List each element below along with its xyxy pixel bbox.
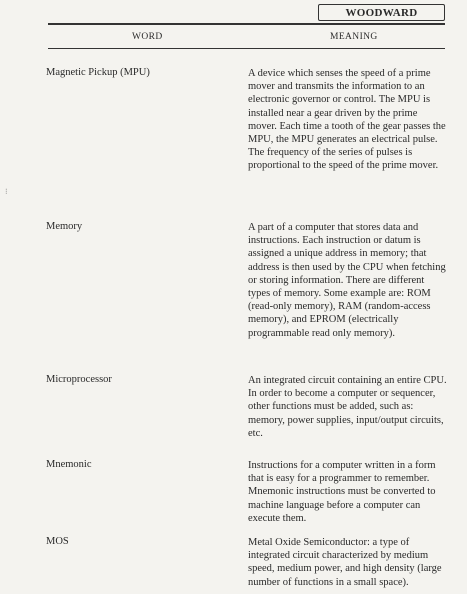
column-header-word: WORD <box>132 32 163 42</box>
glossary-definition: Metal Oxide Semiconductor: a type of integrated circuit characterized by medium speed, medium power, and high density (large number of functions in a small space). <box>248 537 442 588</box>
glossary-term: Microprocessor <box>46 374 112 385</box>
glossary-term: MOS <box>46 536 69 547</box>
header-rule <box>48 48 445 49</box>
margin-mark: ⁝ <box>5 187 8 196</box>
woodward-logo: WOODWARD <box>318 4 445 21</box>
glossary-definition: A device which senses the speed of a prime mover and transmits the information to an electronic governor or control. The MPU is installed near a gear driven by the prime mover. Each time a tooth of the gear passes the MPU, the MPU generates an electrical pulse. The frequency of the series of pulses is proportional to the speed of the prime mover. <box>248 68 446 172</box>
glossary-definition: A part of a computer that stores data and instructions. Each instruction or datum is assigned a unique address in memory; that address is then used by the CPU when fetching or storing information. There are different types of memory. Some example are: ROM (read-only memory), RAM (random-access memory), and EPROM (electrically programmable read only memory). <box>248 222 446 339</box>
glossary-definition: An integrated circuit containing an entire CPU. In order to become a computer or sequencer, other functions must be added, such as: memory, power supplies, input/output circuits, etc. <box>248 375 447 439</box>
glossary-term: Memory <box>46 221 83 232</box>
glossary-term: Magnetic Pickup (MPU) <box>46 67 150 78</box>
column-header-meaning: MEANING <box>330 32 378 42</box>
glossary-term: Mnemonic <box>46 459 92 470</box>
glossary-definition: Instructions for a computer written in a form that is easy for a programmer to remember. Mnemonic instructions must be converted to machine language before a computer can execute them. <box>248 460 436 524</box>
top-rule <box>48 23 445 25</box>
